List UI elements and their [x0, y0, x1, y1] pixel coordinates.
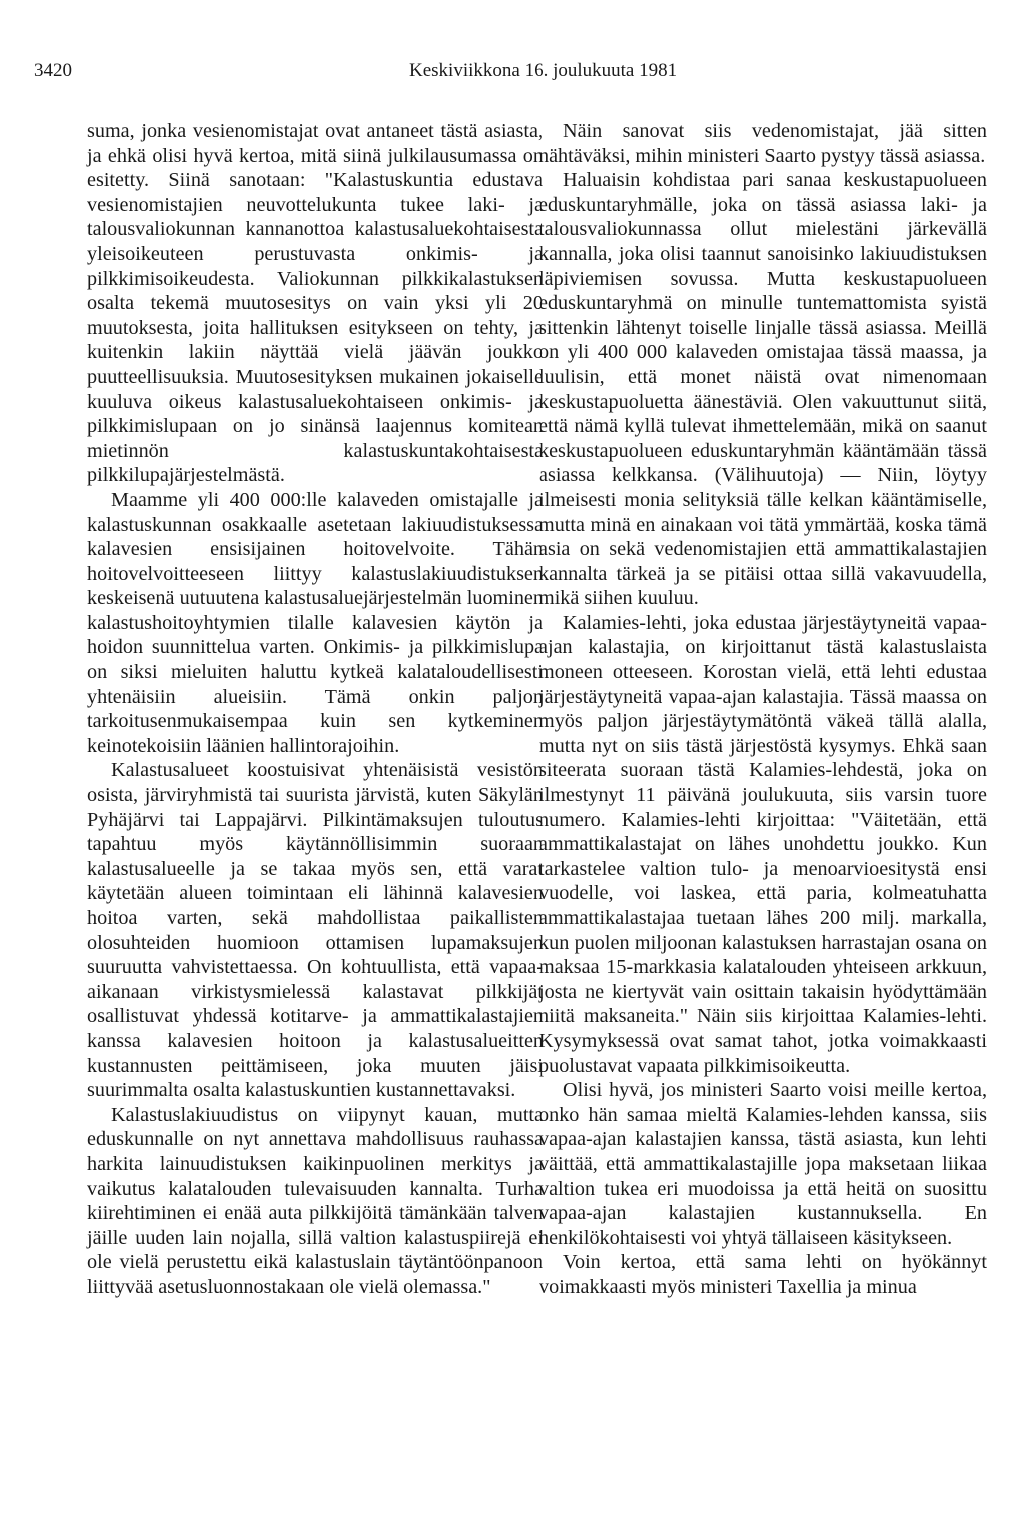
left-column: [87, 119, 543, 1300]
right-paragraph-2: Haluaisin kohdistaa pari sanaa keskustapuolueen eduskuntaryhmälle, joka on tässä asiassa laki- ja talousvaliokunnassa ollut mielestäni järkevällä kannalla, joka olisi taannut sanoisinko lakiuudistuksen läpiviemisen sovussa. Mutta keskustapuolueen eduskuntaryhmä on minulle tuntemattomista syistä sittenkin lähtenyt toiselle linjalle tässä asiassa. Meillä on yli 400 000 kalaveden omistajaa tässä maassa, ja luulisin, että monet näistä ovat nimenomaan keskustapuoluetta äänestäviä. Olen vakuuttunut siitä, että nämä kyllä tulevat ihmettelemään, mikä on saanut keskustapuolueen eduskuntaryhmän kääntämään tässä asiassa kelkkansa. (Välihuutoja) — Niin, löytyy ilmeisesti monia selityksiä tälle kelkan kääntämiselle, mutta minä en ainakaan voi tätä ymmärtää, koska tämä asia on sekä vedenomistajien että ammattikalastajien kannalta tärkeä ja se pitäisi ottaa sillä vakavuudella, mikä siihen kuuluu.: [539, 169, 987, 610]
right-paragraph-1: Näin sanovat siis vedenomistajat, jää sitten nähtäväksi, mihin ministeri Saarto pystyy tässä asiassa.: [539, 120, 987, 167]
right-paragraph-4: Olisi hyvä, jos ministeri Saarto voisi meille kertoa, onko hän samaa mieltä Kalamies-lehden kanssa, siis vapaa-ajan kalastajien kanssa, tästä asiasta, kun lehti väittää, että ammattikalastajille jopa maksetaan liikaa valtion tukea eri muodoissa ja että heitä on suosittu vapaa-ajan kalastajien kustannuksella. En henkilökohtaisesti voi yhtyä tällaiseen käsitykseen.: [539, 1079, 987, 1249]
left-paragraph-2: Maamme yli 400 000:lle kalaveden omistajalle ja kalastuskunnan osakkaalle asetetaan lakiuudistuksessa kalavesien ensisijainen hoitovelvoite. Tähän hoitovelvoitteeseen liittyy kalastuslakiuudistuksen keskeisenä uutuutena kalastusaluejärjestelmän luominen kalastushoitoyhtymien tilalle kalavesien käytön ja hoidon suunnittelua varten. Onkimis- ja pilkkimislupa on siksi mieluiten haluttu kytkeä kalataloudellisesti yhtenäisiin alueisiin. Tämä onkin paljon tarkoitusenmukaisempaa kuin sen kytkeminen keinotekoisiin läänien hallintorajoihin.: [87, 488, 543, 757]
running-head-date: Keskiviikkona 16. joulukuuta 1981: [409, 60, 678, 81]
right-paragraph-5: Voin kertoa, että sama lehti on hyökännyt voimakkaasti myös ministeri Taxellia ja minua: [539, 1251, 987, 1298]
right-column: [539, 119, 987, 1300]
left-paragraph-1: suma, jonka vesienomistajat ovat antaneet tästä asiasta, ja ehkä olisi hyvä kertoa, mitä siinä julkilausumassa on esitetty. Siinä sanotaan: "Kalastuskuntia edustava vesienomistajien neuvottelukunta tukee laki- ja talousvaliokunnan kannanottoa kalastusaluekohtaisesta yleisoikeuteen perustuvasta onkimis- ja pilkkimisoikeudesta. Valiokunnan pilkkikalastuksen osalta tekemä muutosesitys on vain yksi yli 20 muutoksesta, joita hallituksen esitykseen on tehty, ja kuitenkin lakiin näyttää vielä jäävän joukko puutteellisuuksia. Muutosesityksen mukainen jokaiselle kuuluva oikeus kalastusaluekohtaiseen onkimis- ja pilkkimislupaan on jo sinänsä laajennus komitean mietinnön kalastuskuntakohtaisesta pilkkilupajärjestelmästä.: [87, 120, 543, 487]
page-number: 3420: [34, 60, 72, 81]
right-paragraph-3: Kalamies-lehti, joka edustaa järjestäytyneitä vapaa-ajan kalastajia, on kirjoittanut tästä kalastuslaista moneen otteeseen. Korostan vielä, että lehti edustaa järjestäytyneitä vapaa-ajan kalastajia. Tässä maassa on myös paljon järjestäytymätöntä väkeä tällä alalla, mutta nyt on siis tästä järjestöstä kysymys. Ehkä saan siteerata suoraan tästä Kalamies-lehdestä, joka on ilmestynyt 11 päivänä joulukuuta, siis varsin tuore numero. Kalamies-lehti kirjoittaa: "Väitetään, että ammattikalastajat on lähes unohdettu joukko. Kun tarkastelee valtion tulo- ja menoarvioesitystä ensi vuodelle, voi laskea, että paria, kolmeatuhatta ammattikalastajaa tuetaan lähes 200 milj. markalla, kun puolen miljoonan kalastuksen harrastajan osana on maksaa 15-markkasia kalatalouden yhteiseen arkkuun, josta ne kiertyvät vain osittain takaisin hyödyttämään niitä maksaneita." Näin siis kirjoittaa Kalamies-lehti. Kysymyksessä ovat samat tahot, jotka voimakkaasti puolustavat vapaata pilkkimisoikeutta.: [539, 611, 987, 1077]
left-paragraph-3: Kalastusalueet koostuisivat yhtenäisistä vesistön osista, järviryhmistä tai suurista järvistä, kuten Säkylän Pyhäjärvi tai Lappajärvi. Pilkintämaksujen tuloutus tapahtuu myös käytännöllisimmin suoraan kalastusalueelle ja se takaa myös sen, että varat käytetään alueen toimintaan eli lähinnä kalavesien hoitoa varten, sekä mahdollistaa paikallisten olosuhteiden huomioon ottamisen lupamaksujen suuruutta vahvistettaessa. On kohtuullista, että vapaa-aikanaan virkistysmielessä kalastavat pilkkijät osallistuvat yhdessä kotitarve- ja ammattikalastajien kanssa kalavesien hoitoon ja kalastusalueitten kustannusten peittämiseen, joka muuten jäisi suurimmalta osalta kalastuskuntien kustannettavaksi.: [87, 759, 543, 1102]
left-paragraph-4: Kalastuslakiuudistus on viipynyt kauan, mutta eduskunnalle on nyt annettava mahdollisuus rauhassa harkita lainuudistuksen kaikinpuolinen merkitys ja vaikutus kalatalouden tulevaisuuden kannalta. Turha kiirehtiminen ei enää auta pilkkijöitä tämänkään talven jäille uuden lain nojalla, sillä valtion kalastuspiirejä ei ole vielä perustettu eikä kalastuslain täytäntöönpanoon liittyvää asetusluonnostakaan ole vielä olemassa.": [87, 1103, 543, 1298]
page-header: [34, 60, 984, 86]
